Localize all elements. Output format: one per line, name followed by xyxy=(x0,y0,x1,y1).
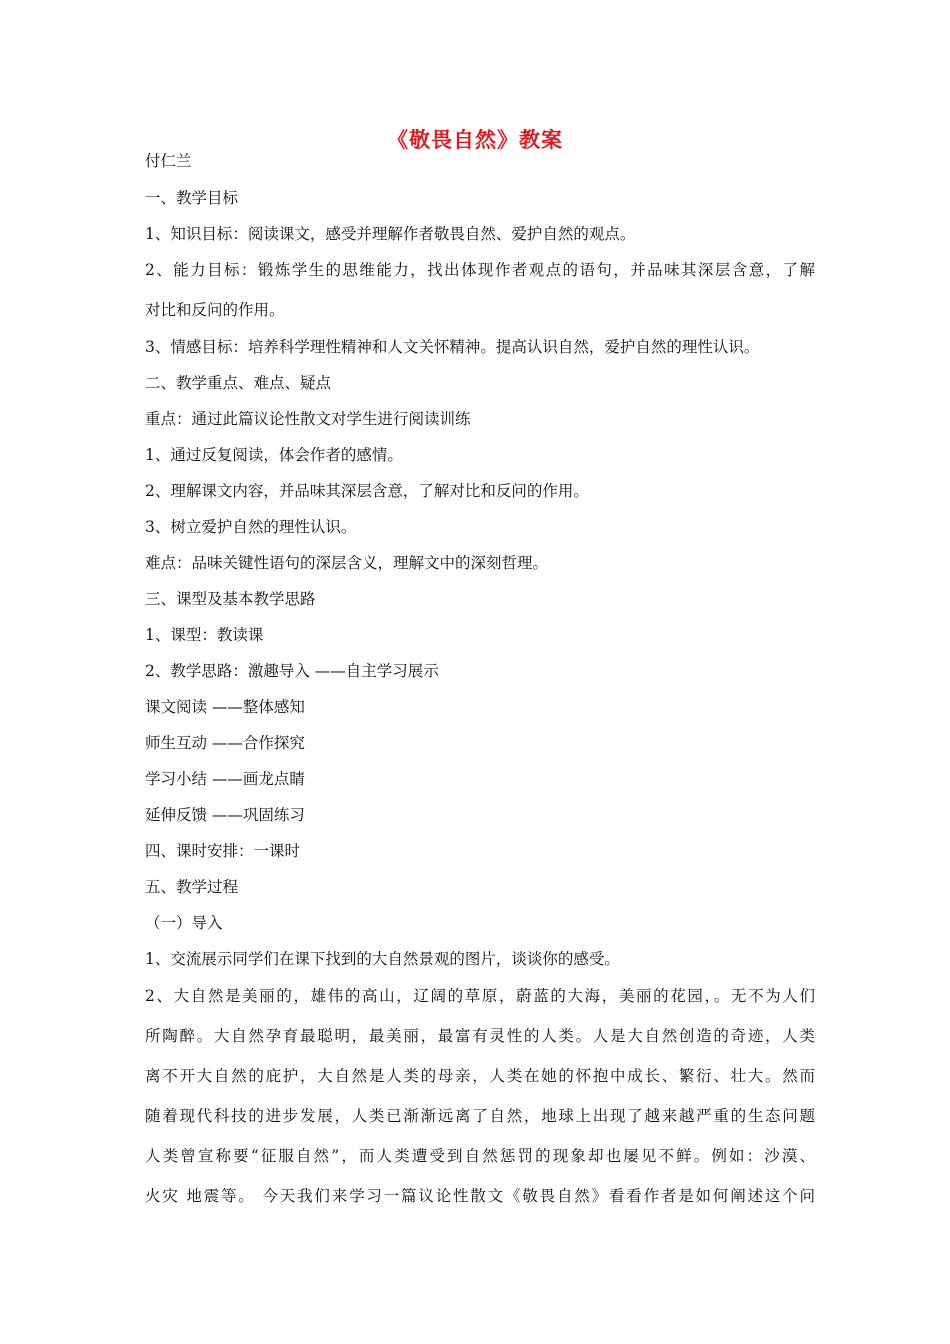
section-heading: 三、课型及基本教学思路 xyxy=(145,590,316,608)
text-line: 对比和反问的作用。 xyxy=(145,301,285,319)
text-line: 火灾 地震等。 今天我们来学习一篇议论性散文《敬畏自然》看看作者是如何阐述这个问 xyxy=(145,1187,815,1205)
author-line: 付仁兰 xyxy=(145,152,192,170)
text-line: 离不开大自然的庇护，大自然是人类的母亲，人类在她的怀抱中成长、繁衍、壮大。然而 xyxy=(145,1067,815,1085)
text-line: 2、理解课文内容，并品味其深层含意，了解对比和反问的作用。 xyxy=(145,482,589,500)
text-line: 学习小结 ——画龙点睛 xyxy=(145,770,305,788)
document-title: 《敬畏自然》教案 xyxy=(387,128,563,152)
text-line: 2、能力目标：锻炼学生的思维能力，找出体现作者观点的语句，并品味其深层含意，了解 xyxy=(145,261,815,279)
subsection-heading: （一）导入 xyxy=(145,914,223,932)
text-line: 所陶醉。大自然孕育最聪明，最美丽，最富有灵性的人类。人是大自然创造的奇迹，人类 xyxy=(145,1027,815,1045)
text-line: 3、树立爱护自然的理性认识。 xyxy=(145,518,357,536)
section-heading: 二、教学重点、难点、疑点 xyxy=(145,374,332,392)
text-line: 1、交流展示同学们在课下找到的大自然景观的图片，谈谈你的感受。 xyxy=(145,950,620,968)
section-heading: 四、课时安排：一课时 xyxy=(145,842,301,860)
text-line: 重点：通过此篇议论性散文对学生进行阅读训练 xyxy=(145,410,471,428)
text-line: 3、情感目标：培养科学理性精神和人文关怀精神。提高认识自然，爱护自然的理性认识。 xyxy=(145,338,760,356)
text-line: 2、大自然是美丽的，雄伟的高山，辽阔的草原，蔚蓝的大海，美丽的花园，。无不为人们 xyxy=(145,987,815,1005)
text-line: 1、课型：教读课 xyxy=(145,626,264,644)
text-line: 课文阅读 ——整体感知 xyxy=(145,698,305,716)
text-line: 1、通过反复阅读，体会作者的感情。 xyxy=(145,446,403,464)
text-line: 1、知识目标：阅读课文，感受并理解作者敬畏自然、爱护自然的观点。 xyxy=(145,225,636,243)
text-line: 难点：品味关键性语句的深层含义，理解文中的深刻哲理。 xyxy=(145,554,549,572)
text-line: 延伸反馈 ——巩固练习 xyxy=(145,806,305,824)
text-line: 师生互动 ——合作探究 xyxy=(145,734,305,752)
section-heading: 一、教学目标 xyxy=(145,189,239,207)
text-line: 随着现代科技的进步发展，人类已渐渐远离了自然，地球上出现了越来越严重的生态问题 xyxy=(145,1107,815,1125)
section-heading: 五、教学过程 xyxy=(145,878,239,896)
text-line: 2、教学思路：激趣导入 ——自主学习展示 xyxy=(145,662,439,680)
text-line: 人类曾宣称要“征服自然”，而人类遭受到自然惩罚的现象却也屡见不鲜。例如：沙漠、 xyxy=(145,1147,815,1165)
